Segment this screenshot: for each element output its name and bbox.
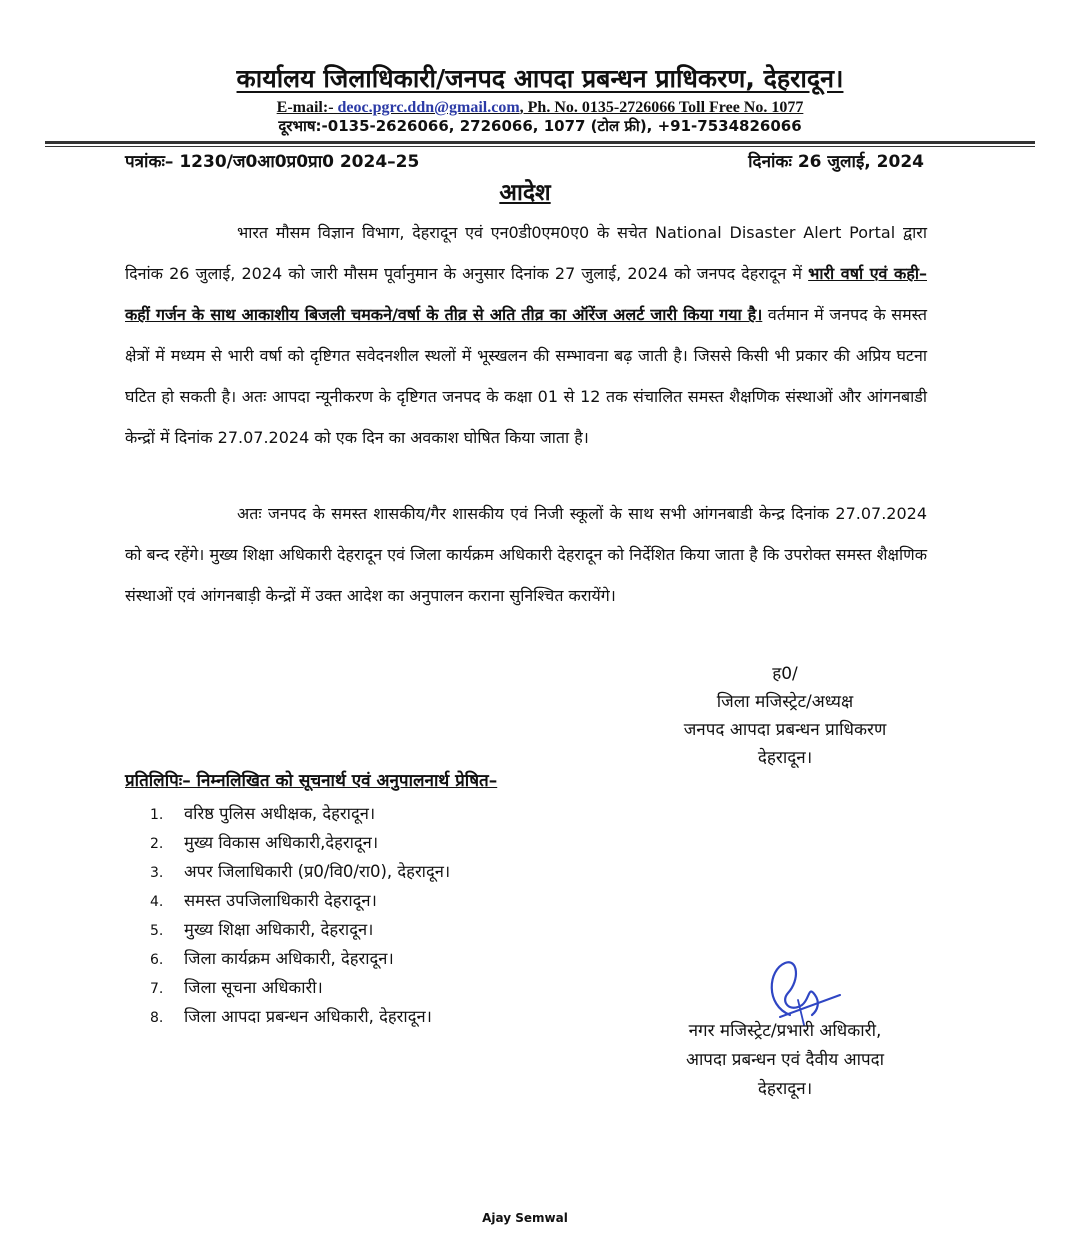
phone-toll-free: , Ph. No. 0135-2726066 Toll Free No. 1077 <box>519 99 804 116</box>
copy-to-list <box>150 800 450 1032</box>
paragraph-1-intro: भारत मौसम विज्ञान विभाग, देहरादून एवं एन0डी0एम0ए0 के सचेत National Disaster Alert Portal द्वारा दिनांक 26 जुलाई, 2024 को जारी मौसम पूर्वानुमान के अनुसार दिनांक 27 जुलाई, 2024 को जनपद देहरादून में <box>125 223 927 283</box>
city-magistrate-signature-block <box>660 1017 910 1104</box>
paragraph-1-rest: वर्तमान में जनपद के समस्त क्षेत्रों में मध्यम से भारी वर्षा को दृष्टिगत सवेदनशील स्थलों में भूस्खलन की सम्भावना बढ़ जाती है। जिससे किसी भी प्रकार की अप्रिय घटना घटित हो सकती है। अतः आपदा न्यूनीकरण के दृष्टिगत जनपद के कक्षा 01 से 12 तक संचालित समस्त शैक्षणिक संस्थाओं और आंगनबाडी केन्द्रों में दिनांक 27.07.2024 को एक दिन का अवकाश घोषित किया जाता है। <box>125 305 927 447</box>
email-label: E-mail:- <box>276 99 334 116</box>
email-link[interactable]: deoc.pgrc.ddn@gmail.com <box>337 99 520 116</box>
list-item: 1. वरिष्ठ पुलिस अधीक्षक, देहरादून। <box>150 804 376 823</box>
office-title-text: कार्यालय जिलाधिकारी/जनपद आपदा प्रबन्धन प्राधिकरण, देहरादून। <box>236 64 844 93</box>
signatory-authority: जनपद आपदा प्रबन्धन प्राधिकरण <box>683 720 887 740</box>
list-item: 5. मुख्य शिक्षा अधिकारी, देहरादून। <box>150 920 374 939</box>
footer-credit: Ajay Semwal <box>482 1211 568 1225</box>
city-magistrate-designation: नगर मजिस्ट्रेट/प्रभारी अधिकारी, <box>688 1021 882 1041</box>
order-paragraph-2: अतः जनपद के समस्त शासकीय/गैर शासकीय एवं निजी स्कूलों के साथ सभी आंगनबाडी केन्द्र दिनांक 27.07.2024 को बन्द रहेंगे। मुख्य शिक्षा अधिकारी देहरादून एवं जिला कार्यक्रम अधिकारी देहरादून को निर्देशित किया जाता है कि उपरोक्त समस्त शैक्षणिक संस्थाओं एवं आंगनबाड़ी केन्द्रों में उक्त आदेश का अनुपालन कराना सुनिश्चित करायेंगे। <box>125 504 927 605</box>
list-item: 3. अपर जिलाधिकारी (प्र0/वि0/रा0), देहरादून। <box>150 862 451 881</box>
orange-alert-text: भारी वर्षा एवं कही–कहीं गर्जन के साथ आकाशीय बिजली चमकने/वर्षा के तीव्र से अति तीव्र का ऑरेंज अलर्ट जारी किया गया है। <box>125 264 927 324</box>
office-title <box>0 62 1080 96</box>
header-divider-thin <box>45 146 1035 147</box>
contact-line-phones: दूरभाष:-0135-2626066, 2726066, 1077 (टोल फ्री), +91-7534826066 <box>278 117 802 135</box>
header-divider-thick <box>45 141 1035 144</box>
reference-number: पत्रांकः– 1230/ज0आ0प्र0प्रा0 2024–25 <box>125 152 420 172</box>
order-title: आदेश <box>499 180 551 206</box>
city-magistrate-department: आपदा प्रबन्धन एवं दैवीय आपदा <box>685 1050 885 1070</box>
contact-line-email <box>0 99 1080 117</box>
list-item: 6. जिला कार्यक्रम अधिकारी, देहरादून। <box>150 949 394 968</box>
list-item: 2. मुख्य विकास अधिकारी,देहरादून। <box>150 833 379 852</box>
list-item: 4. समस्त उपजिलाधिकारी देहरादून। <box>150 891 377 910</box>
signed-mark: ह0/ <box>772 664 798 684</box>
list-item: 8. जिला आपदा प्रबन्धन अधिकारी, देहरादून। <box>150 1007 432 1026</box>
district-magistrate-signature-block <box>660 660 910 772</box>
list-item: 7. जिला सूचना अधिकारी। <box>150 978 323 997</box>
copy-to-heading: प्रतिलिपिः– निम्नलिखित को सूचनार्थ एवं अनुपालनार्थ प्रेषित– <box>125 771 498 791</box>
order-paragraph-1 <box>125 212 927 458</box>
signatory-designation: जिला मजिस्ट्रेट/अध्यक्ष <box>716 692 854 712</box>
issue-date: दिनांकः 26 जुलाई, 2024 <box>748 152 924 172</box>
signatory-city: देहरादून। <box>757 748 813 768</box>
city-magistrate-city: देहरादून। <box>757 1079 813 1099</box>
